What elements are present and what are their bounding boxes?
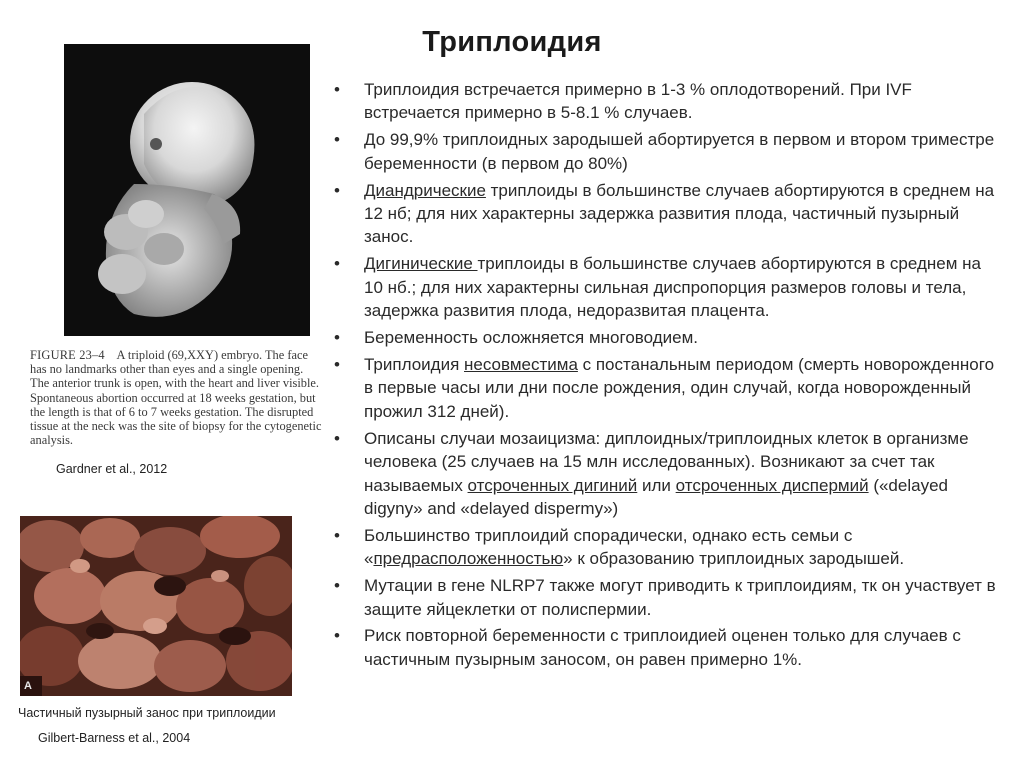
mole-source: Gilbert-Barness et al., 2004 [38, 731, 191, 745]
underlined-term: предрасположенностью [373, 549, 564, 569]
bullet-item: • До 99,9% триплоидных зародышей абортируется в первом и втором триместре беременности (в первом до 80%) [330, 128, 1000, 175]
bullet-item: • Большинство триплоидий спорадически, однако есть семьи с «предрасположенностью» к образованию триплоидных зародышей. [330, 524, 1000, 571]
figure-caption [30, 348, 322, 447]
bullet-list [330, 78, 1000, 675]
underlined-term: Диандрические [364, 180, 486, 200]
underlined-term: отсроченных диспермий [675, 475, 869, 495]
mole-panel-letter: A [24, 680, 32, 692]
mole-image [20, 516, 292, 696]
slide-title: Триплоидия [422, 26, 602, 58]
embryo-photo [64, 44, 310, 336]
bullet-item: • Беременность осложняется многоводием. [330, 326, 1000, 349]
bullet-item: • Риск повторной беременности с триплоидией оценен только для случаев с частичным пузырным заносом, он равен примерно 1%. [330, 624, 1000, 671]
underlined-term: несовместима [464, 354, 578, 374]
bullet-item: • Триплоидия несовместима с постанальным периодом (смерть новорожденного в первые часы или дни после рождения, один случай, когда новорожденный прожил 312 дней). [330, 353, 1000, 423]
bullet-item: • Дигинические триплоиды в большинстве случаев абортируются в среднем на 10 нб.; для них характерны сильная диспропорция размеров головы и тела, задержка развития плода, недоразвитая плацента. [330, 252, 1000, 322]
bullet-item: • Описаны случаи мозаицизма: диплоидных/триплоидных клеток в организме человека (25 случаев на 15 млн исследованных). Возникают за счет так называемых отсроченных дигиний или отсроченных диспермий («delayed digyny» and «delayed dispermy») [330, 427, 1000, 521]
bullet-item: • Диандрические триплоиды в большинстве случаев абортируются в среднем на 12 нб; для них характерны задержка развития плода, частичный пузырный занос. [330, 179, 1000, 249]
bullet-item: • Мутации в гене NLRP7 также могут приводить к триплоидиям, тк он участвует в защите яйцеклетки от полиспермии. [330, 574, 1000, 621]
figure-caption-number: FIGURE 23–4 [30, 348, 105, 362]
mole-photo [20, 516, 292, 696]
mole-caption: Частичный пузырный занос при триплоидии [18, 706, 276, 720]
figure-caption-text: A triploid (69,XXY) embryo. The face has no landmarks other than eyes and a single opening. The anterior trunk is open, with the heart and liver visible. Spontaneous abortion occurred at 18 weeks gestation, but the length is that of 6 to 7 weeks gestation. The disrupted tissue at the neck was the site of biopsy for the cytogenetic analysis. [30, 348, 322, 448]
underlined-term: отсроченных дигиний [467, 475, 638, 495]
embryo-image [64, 44, 310, 336]
figure-source: Gardner et al., 2012 [56, 462, 168, 476]
underlined-term: Дигинические [364, 254, 478, 274]
bullet-item: • Триплоидия встречается примерно в 1-3 % оплодотворений. При IVF встречается примерно в 5-8.1 % случаев. [330, 78, 1000, 125]
